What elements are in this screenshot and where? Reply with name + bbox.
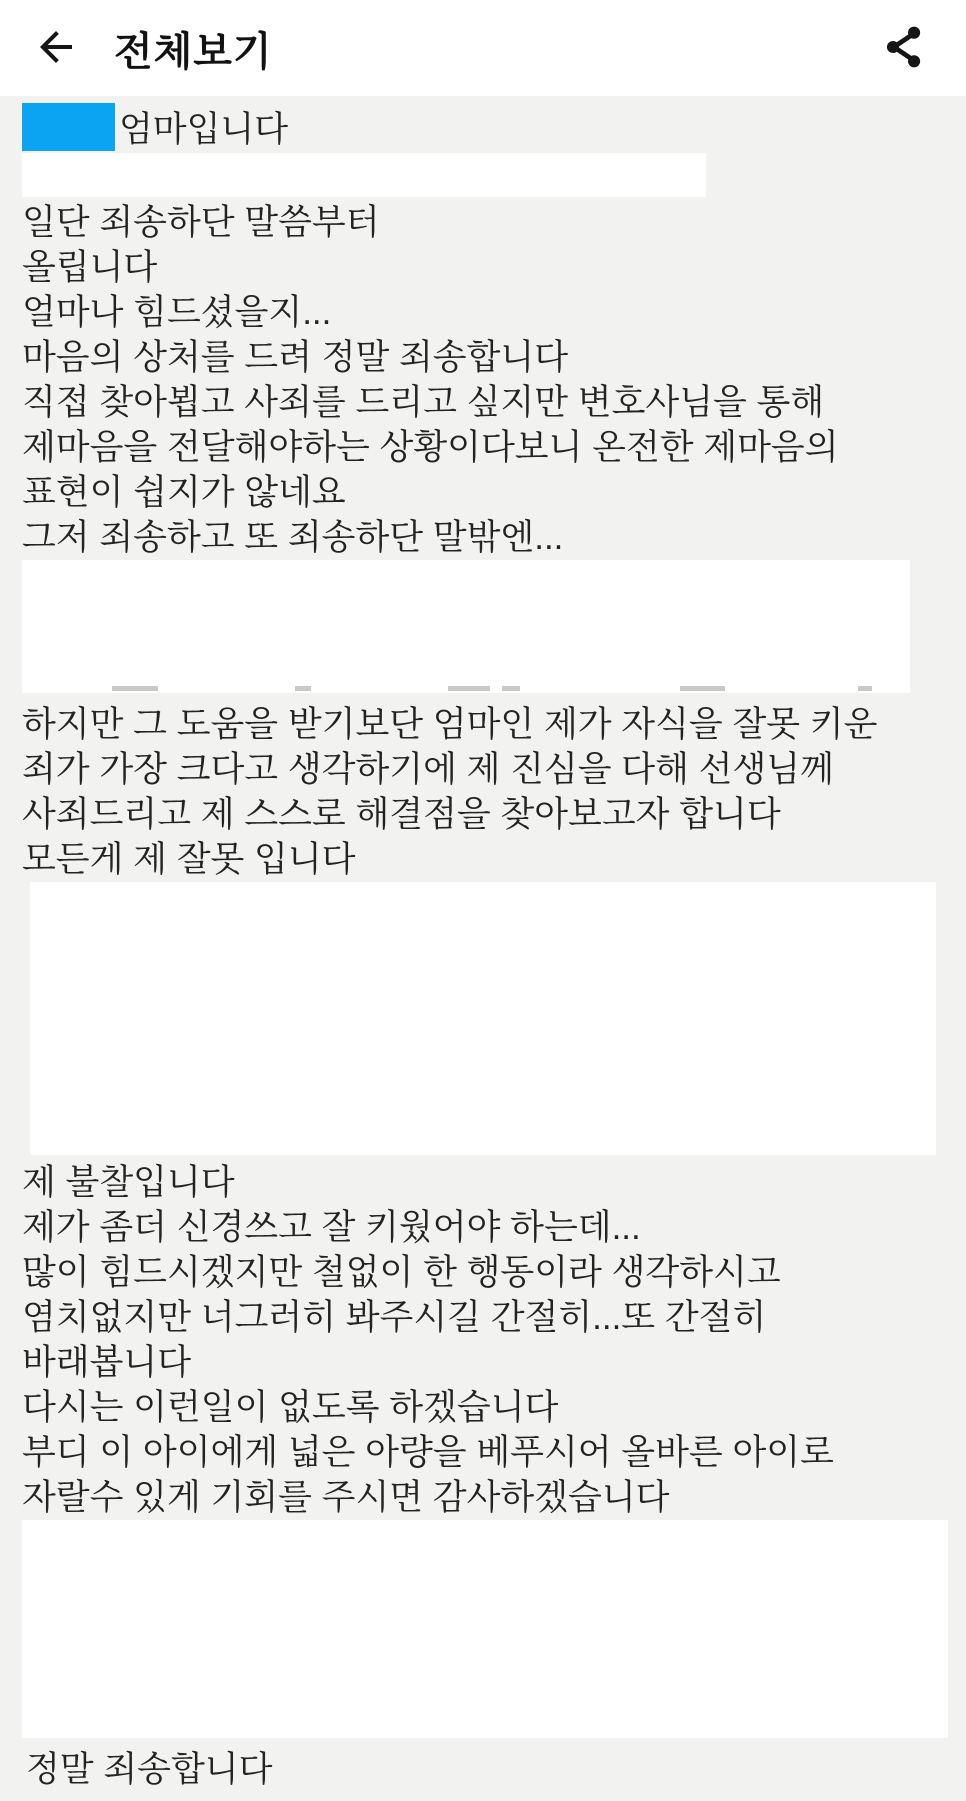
arrow-left-icon: [32, 23, 80, 74]
text-line: 다시는 이런일이 없도록 하겠습니다: [22, 1388, 559, 1427]
text-line: 바래봅니다: [22, 1343, 192, 1382]
share-icon: [882, 23, 926, 74]
text-line: 일단 죄송하단 말씀부터: [22, 203, 380, 242]
paragraph-3: [0, 1160, 966, 1520]
text-line: 표현이 쉽지가 않네요: [22, 473, 346, 512]
covered-text-remnant: [448, 686, 490, 691]
app-bar: [0, 0, 966, 96]
redacted-name-highlight: [22, 103, 115, 151]
text-line: 얼마나 힘드셨을지...: [22, 293, 332, 332]
paragraph-2: [0, 702, 966, 882]
text-line: 많이 힘드시겠지만 철없이 한 행동이라 생각하시고: [22, 1253, 781, 1292]
text-line: 제 불찰입니다: [22, 1163, 235, 1202]
covered-text-remnant: [680, 686, 725, 691]
text-line: 하지만 그 도움을 받기보단 엄마인 제가 자식을 잘못 키운: [22, 705, 878, 744]
paragraph-1: [0, 200, 966, 560]
covered-text-remnant: [112, 686, 158, 691]
intro-line: [22, 103, 966, 151]
redaction-box-2: [22, 560, 910, 693]
letter-body: [0, 96, 966, 1792]
text-line: 올립니다: [22, 248, 158, 287]
redaction-box-4: [22, 1520, 948, 1738]
covered-text-remnant: [295, 686, 311, 691]
text-line: 죄가 가장 크다고 생각하기에 제 진심을 다해 선생님께: [22, 750, 834, 789]
share-button[interactable]: [878, 20, 930, 76]
closing-line: 정말 죄송합니다: [26, 1750, 273, 1789]
redaction-box-3: [30, 882, 936, 1155]
text-line: 제가 좀더 신경쓰고 잘 키웠어야 하는데...: [22, 1208, 641, 1247]
redaction-box-1: [22, 153, 706, 197]
text-line: 직접 찾아뵙고 사죄를 드리고 싶지만 변호사님을 통해: [22, 383, 825, 422]
text-line: 제마음을 전달해야하는 상황이다보니 온전한 제마음의: [22, 428, 839, 467]
back-button[interactable]: [30, 22, 82, 74]
covered-text-remnant: [858, 686, 872, 691]
page-title: 전체보기: [114, 29, 273, 74]
covered-text-remnant: [502, 686, 520, 691]
text-line: 마음의 상처를 드려 정말 죄송합니다: [22, 338, 569, 377]
intro-text: 엄마입니다: [119, 110, 289, 149]
text-line: 그저 죄송하고 또 죄송하단 말밖엔...: [22, 518, 564, 557]
text-line: 모든게 제 잘못 입니다: [22, 840, 356, 879]
text-line: 사죄드리고 제 스스로 해결점을 찾아보고자 합니다: [22, 795, 781, 834]
text-line: 염치없지만 너그러히 봐주시길 간절히...또 간절히: [22, 1298, 767, 1337]
text-line: 부디 이 아이에게 넓은 아량을 베푸시어 올바른 아이로: [22, 1433, 834, 1472]
text-line: 자랄수 있게 기회를 주시면 감사하겠습니다: [22, 1478, 670, 1517]
